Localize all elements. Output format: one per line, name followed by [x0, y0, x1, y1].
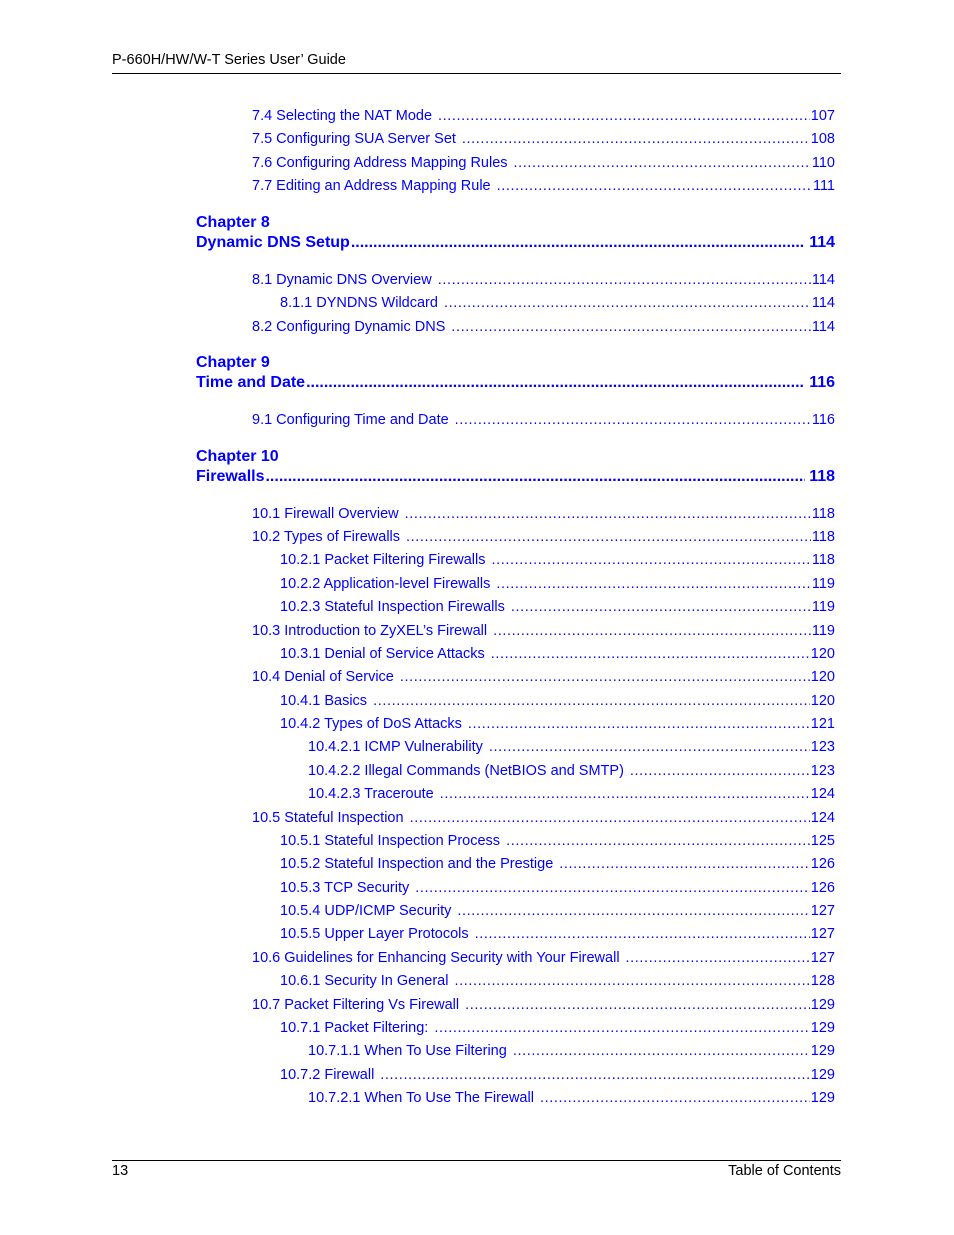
toc-entry-label: 10.3.1 Denial of Service Attacks — [280, 646, 485, 662]
toc-entry[interactable] — [252, 108, 835, 124]
toc-entry-page: 116 — [811, 412, 835, 428]
toc-entry[interactable] — [280, 926, 835, 942]
page-footer — [112, 1160, 841, 1179]
toc-entry[interactable] — [280, 295, 835, 311]
toc-entry-label: 10.4.2.2 Illegal Commands (NetBIOS and SMTP) — [308, 763, 624, 779]
toc-entry-label: 7.6 Configuring Address Mapping Rules — [252, 155, 508, 171]
toc-entry-page: 114 — [811, 319, 835, 335]
toc-entry[interactable] — [252, 506, 835, 522]
toc-entry-page: 125 — [810, 833, 835, 849]
toc-entry-page: 129 — [810, 997, 835, 1013]
toc-entry[interactable] — [308, 739, 835, 755]
toc-entry[interactable] — [252, 950, 835, 966]
guide-title: P-660H/HW/W-T Series User’ Guide — [112, 52, 346, 68]
toc-entry-page: 124 — [810, 786, 835, 802]
toc-entry-label: 10.7.1.1 When To Use Filtering — [308, 1043, 507, 1059]
toc-entry[interactable] — [280, 903, 835, 919]
toc-entry[interactable] — [252, 131, 835, 147]
toc-entry[interactable] — [280, 973, 835, 989]
toc-entry-page: 126 — [810, 880, 835, 896]
toc-entry[interactable] — [252, 319, 835, 335]
toc-entry-page: 121 — [810, 716, 835, 732]
toc-entry[interactable] — [280, 880, 835, 896]
chapter-heading[interactable] — [196, 214, 835, 252]
toc-entry[interactable] — [280, 693, 835, 709]
toc-entry-label: 10.1 Firewall Overview — [252, 506, 399, 522]
toc-entry-label: 10.7.2 Firewall — [280, 1067, 375, 1083]
toc-entry-label: 7.5 Configuring SUA Server Set — [252, 131, 456, 147]
toc-entry-page: 118 — [811, 506, 835, 522]
chapter-page: 116 — [809, 374, 835, 391]
toc-entry-label: 10.4.2 Types of DoS Attacks — [280, 716, 462, 732]
toc-entry-label: 10.5 Stateful Inspection — [252, 810, 404, 826]
toc-entry[interactable] — [252, 669, 835, 685]
chapter-number: Chapter 8 — [196, 214, 270, 231]
toc-entry-page: 128 — [810, 973, 835, 989]
toc-entry-label: 10.7.1 Packet Filtering: — [280, 1020, 429, 1036]
toc-entry-page: 120 — [810, 693, 835, 709]
toc-entry-page: 120 — [810, 669, 835, 685]
toc-entry-page: 129 — [810, 1090, 835, 1106]
toc-entry-label: 10.2.3 Stateful Inspection Firewalls — [280, 599, 505, 615]
toc-entry-page: 120 — [810, 646, 835, 662]
toc-entry[interactable] — [280, 576, 835, 592]
page-header — [112, 51, 841, 74]
toc-entry[interactable] — [252, 178, 835, 194]
toc-entry-label: 10.7 Packet Filtering Vs Firewall — [252, 997, 460, 1013]
toc-entry-page: 127 — [810, 950, 835, 966]
toc-entry[interactable] — [252, 810, 835, 826]
toc-entry[interactable] — [308, 786, 835, 802]
toc-entry-label: 10.4.2.3 Traceroute — [308, 786, 434, 802]
toc-entry-label: 7.4 Selecting the NAT Mode — [252, 108, 433, 124]
toc-entry-label: 8.2 Configuring Dynamic DNS — [252, 319, 446, 335]
toc-entry[interactable] — [308, 763, 835, 779]
toc-entry-page: 119 — [811, 623, 835, 639]
toc-entry-label: 9.1 Configuring Time and Date — [252, 412, 449, 428]
toc-entry[interactable] — [280, 599, 835, 615]
toc-entry-label: 10.5.1 Stateful Inspection Process — [280, 833, 501, 849]
toc-entry-label: 10.6.1 Security In General — [280, 973, 449, 989]
toc-entry-label: 10.2.2 Application-level Firewalls — [280, 576, 491, 592]
chapter-page: 118 — [809, 468, 835, 485]
toc-entry-page: 107 — [810, 108, 835, 124]
toc-entry-label: 10.5.5 Upper Layer Protocols — [280, 926, 469, 942]
toc-entry-page: 127 — [810, 926, 835, 942]
toc-entry-page: 110 — [811, 155, 835, 171]
page-number: 13 — [112, 1163, 129, 1179]
chapter-title: Time and Date — [196, 374, 306, 391]
toc-entry[interactable] — [252, 412, 835, 428]
chapter-heading[interactable] — [196, 354, 835, 392]
toc-entry-page: 123 — [810, 739, 835, 755]
toc-entry-page: 114 — [811, 272, 835, 288]
toc-entry-label: 10.4.1 Basics — [280, 693, 368, 709]
toc-entry-label: 10.3 Introduction to ZyXEL’s Firewall — [252, 623, 488, 639]
toc-entry-page: 129 — [810, 1020, 835, 1036]
toc-entry[interactable] — [252, 155, 835, 171]
toc-entry-page: 108 — [810, 131, 835, 147]
chapter-page: 114 — [809, 234, 835, 251]
toc-entry-label: 10.7.2.1 When To Use The Firewall — [308, 1090, 534, 1106]
toc-entry[interactable] — [280, 833, 835, 849]
toc-entry[interactable] — [280, 1020, 835, 1036]
toc-entry[interactable] — [280, 716, 835, 732]
toc-entry[interactable] — [280, 646, 835, 662]
toc-entry-label: 10.5.2 Stateful Inspection and the Prestige — [280, 856, 554, 872]
toc-entry[interactable] — [252, 997, 835, 1013]
toc-entry-page: 129 — [810, 1067, 835, 1083]
toc-entry-page: 111 — [812, 178, 835, 194]
toc-entry[interactable] — [308, 1043, 835, 1059]
toc-entry[interactable] — [280, 1067, 835, 1083]
toc-entry-label: 10.5.3 TCP Security — [280, 880, 410, 896]
toc-entry-label: 10.2.1 Packet Filtering Firewalls — [280, 552, 486, 568]
toc-entry-page: 124 — [810, 810, 835, 826]
toc-entry-page: 114 — [811, 295, 835, 311]
toc-entry-page: 123 — [810, 763, 835, 779]
toc-entry-page: 126 — [810, 856, 835, 872]
toc-entry-label: 10.5.4 UDP/ICMP Security — [280, 903, 452, 919]
toc-entry-label: 10.2 Types of Firewalls — [252, 529, 401, 545]
footer-section: Table of Contents — [728, 1163, 841, 1179]
toc-entry[interactable] — [280, 856, 835, 872]
chapter-title: Firewalls — [196, 468, 265, 485]
toc-entry-page: 129 — [810, 1043, 835, 1059]
toc-entry-label: 7.7 Editing an Address Mapping Rule — [252, 178, 491, 194]
chapter-heading[interactable] — [196, 448, 835, 486]
toc-entry-label: 8.1.1 DYNDNS Wildcard — [280, 295, 438, 311]
toc-entry-page: 119 — [811, 599, 835, 615]
toc-entry[interactable] — [280, 552, 835, 568]
chapter-title: Dynamic DNS Setup — [196, 234, 350, 251]
toc-entry[interactable] — [308, 1090, 835, 1106]
toc-entry[interactable] — [252, 272, 835, 288]
toc-entry[interactable] — [252, 623, 835, 639]
toc-entry-page: 127 — [810, 903, 835, 919]
chapter-number: Chapter 9 — [196, 354, 270, 371]
toc-entry-label: 10.4.2.1 ICMP Vulnerability — [308, 739, 483, 755]
toc-entry-label: 8.1 Dynamic DNS Overview — [252, 272, 432, 288]
toc-entry-label: 10.4 Denial of Service — [252, 669, 394, 685]
toc-entry[interactable] — [252, 529, 835, 545]
toc-entry-page: 119 — [811, 576, 835, 592]
toc-entry-page: 118 — [811, 529, 835, 545]
chapter-number: Chapter 10 — [196, 448, 279, 465]
toc-entry-page: 118 — [811, 552, 835, 568]
toc-entry-label: 10.6 Guidelines for Enhancing Security with Your Firewall — [252, 950, 620, 966]
